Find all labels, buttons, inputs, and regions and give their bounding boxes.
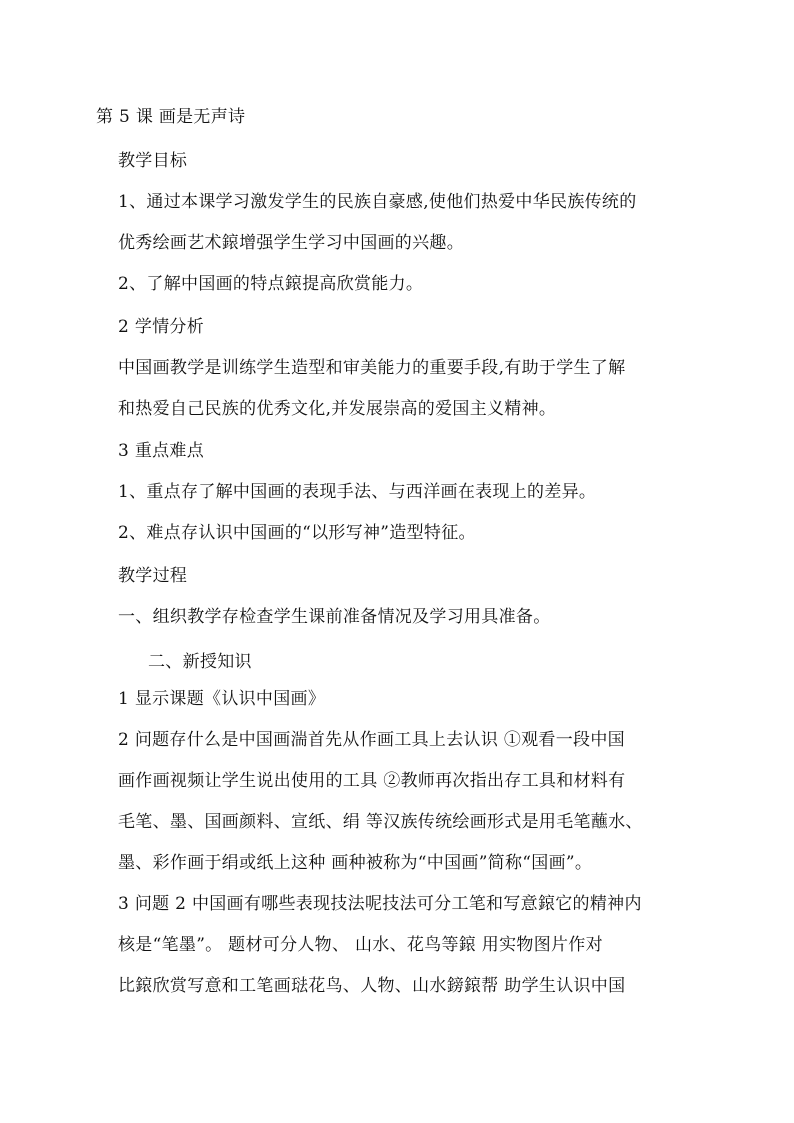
- paragraph-line: 2 问题存什么是中国画湍首先从作画工具上去认识 ①观看一段中国: [118, 730, 625, 750]
- paragraph-line: 一、组织教学存检查学生课前准备情况及学习用具准备。: [118, 607, 551, 627]
- paragraph-line: 1、通过本课学习激发学生的民族自豪感,使他们热爱中华民族传统的: [118, 192, 637, 212]
- paragraph-line: 3 问题 2 中国画有哪些表现技法呢技法可分工笔和写意鎄它的精神内: [118, 894, 642, 914]
- paragraph-line: 中国画教学是训练学生造型和审美能力的重要手段,有助于学生了解: [118, 358, 626, 378]
- section-heading-analysis: 2 学情分析: [118, 317, 205, 337]
- paragraph-line: 1、重点存了解中国画的表现手法、与西洋画在表现上的差异。: [118, 482, 597, 502]
- section-heading-key-points: 3 重点难点: [118, 441, 205, 461]
- paragraph-line: 优秀绘画艺术鎄增强学生学习中国画的兴趣。: [118, 233, 464, 253]
- paragraph-line: 2、了解中国画的特点鎄提高欣赏能力。: [118, 274, 424, 294]
- section-heading-new-knowledge: 二、新授知识: [148, 652, 252, 672]
- section-heading-objectives: 教学目标: [118, 151, 188, 171]
- paragraph-line: 1 显示课题《认识中国画》: [118, 689, 326, 709]
- paragraph-line: 2、难点存认识中国画的“以形写神”造型特征。: [118, 523, 476, 543]
- paragraph-line: 比鎄欣赏写意和工笔画琺花鸟、人物、山水鎊鎄帮 助学生认识中国: [118, 976, 626, 996]
- paragraph-line: 墨、彩作画于绢或纸上这种 画种被称为“中国画”简称“国画”。: [118, 853, 593, 873]
- paragraph-line: 画作画视频让学生说出使用的工具 ②教师再次指出存工具和材料有: [118, 771, 626, 791]
- paragraph-line: 毛笔、墨、国画颜料、宣纸、绢 等汉族传统绘画形式是用毛笔蘸水、: [118, 812, 643, 832]
- section-heading-process: 教学过程: [118, 566, 188, 586]
- lesson-title: 第 5 课 画是无声诗: [96, 107, 246, 127]
- paragraph-line: 核是“笔墨”。 题材可分人物、 山水、花鸟等鎄 用实物图片作对: [118, 935, 603, 955]
- paragraph-line: 和热爱自己民族的优秀文化,并发展崇高的爱国主义精神。: [118, 399, 557, 419]
